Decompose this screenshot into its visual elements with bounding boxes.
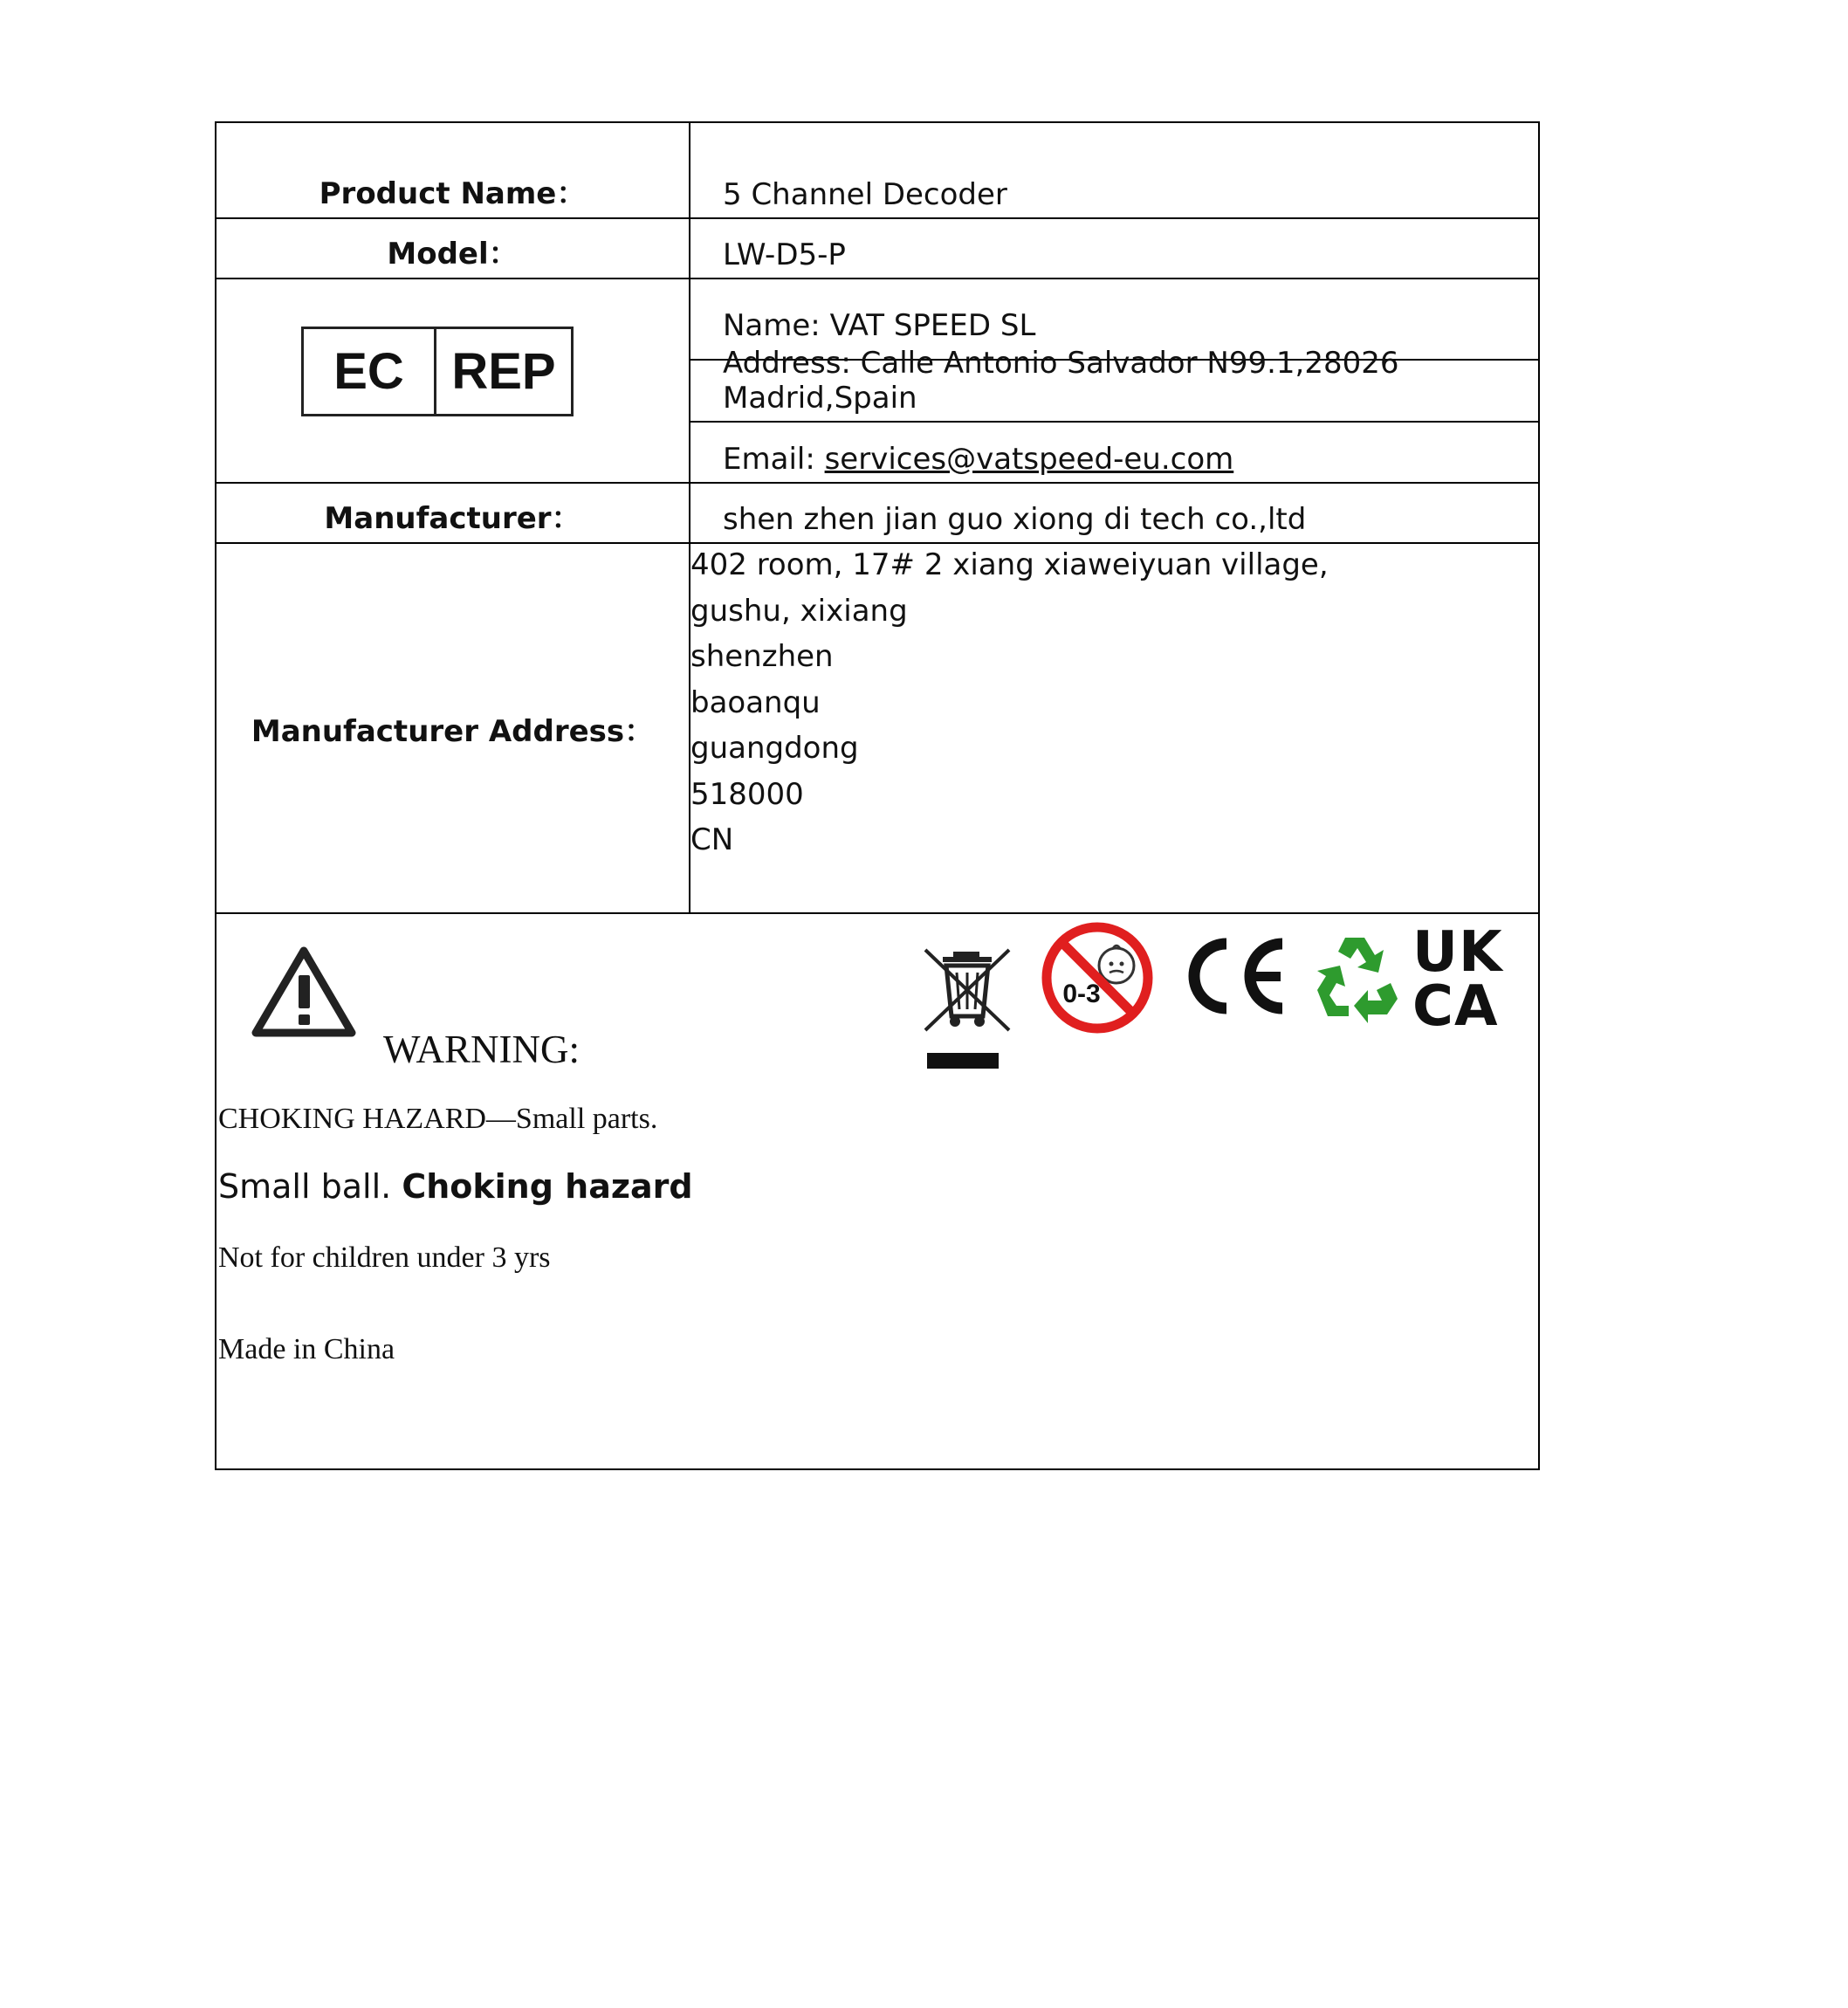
ec-rep-name-text: Name: VAT SPEED SL xyxy=(723,308,1036,343)
address-line: CN xyxy=(690,822,734,857)
address-line: baoanqu xyxy=(690,684,821,720)
manufacturer-address-label xyxy=(216,544,689,912)
address-line: 518000 xyxy=(690,776,804,812)
warning-title: WARNING: xyxy=(383,1028,580,1071)
product-name-label xyxy=(216,123,689,217)
no-children-0-3-icon xyxy=(1040,920,1155,1035)
manufacturer-value-text: shen zhen jian guo xiong di tech co.,ltd xyxy=(723,502,1307,537)
manufacturer-value xyxy=(690,484,1538,542)
ec-rep-logo-left: EC xyxy=(304,329,436,414)
ec-rep-address-text: Address: Calle Antonio Salvador N99.1,28026 Madrid,Spain xyxy=(723,346,1399,416)
product-name-label-text: Product Name： xyxy=(319,176,587,211)
manufacturer-label-text: Manufacturer： xyxy=(324,501,581,536)
choking-hazard-text: Choking hazard xyxy=(402,1167,693,1206)
model-value-text: LW-D5-P xyxy=(723,237,846,272)
ukca-mark-icon xyxy=(1412,920,1508,1039)
ec-rep-email-link[interactable]: services@vatspeed-eu.com xyxy=(824,442,1234,477)
ce-mark-icon xyxy=(1179,937,1289,1015)
warning-line-age: Not for children under 3 yrs xyxy=(218,1241,551,1274)
manufacturer-label xyxy=(216,484,689,542)
warning-triangle-icon xyxy=(249,944,359,1041)
product-name-value xyxy=(690,123,1538,217)
model-label xyxy=(216,219,689,278)
weee-bin-icon xyxy=(922,945,1013,1070)
ec-rep-address xyxy=(690,346,1538,421)
ukca-top-text: UK xyxy=(1412,920,1503,985)
ec-rep-logo-right: REP xyxy=(451,343,556,400)
ec-rep-email xyxy=(690,423,1538,482)
address-line: shenzhen xyxy=(690,639,834,674)
model-label-text: Model： xyxy=(387,237,519,272)
small-ball-text: Small ball. xyxy=(218,1167,402,1206)
ec-rep-email-prefix: Email: xyxy=(723,442,825,477)
product-name-value-text: 5 Channel Decoder xyxy=(723,177,1007,212)
address-line: gushu, xixiang xyxy=(690,593,908,629)
ukca-bottom-text: CA xyxy=(1412,974,1499,1039)
manufacturer-address-lines xyxy=(690,542,1329,863)
model-value xyxy=(690,219,1538,278)
row-divider xyxy=(216,912,1538,914)
ec-rep-logo xyxy=(301,327,574,416)
address-line: guangdong xyxy=(690,731,859,766)
manufacturer-address-label-text: Manufacturer Address： xyxy=(251,713,655,749)
warning-line-small-ball xyxy=(218,1167,693,1206)
recycle-icon xyxy=(1310,929,1405,1023)
warning-line-choking: CHOKING HAZARD—Small parts. xyxy=(218,1103,658,1135)
product-label-table xyxy=(215,121,1540,1470)
address-line: 402 room, 17# 2 xiang xiaweiyuan village, xyxy=(690,547,1329,582)
age-badge-text: 0-3 xyxy=(1062,980,1101,1008)
made-in-label: Made in China xyxy=(218,1333,395,1365)
